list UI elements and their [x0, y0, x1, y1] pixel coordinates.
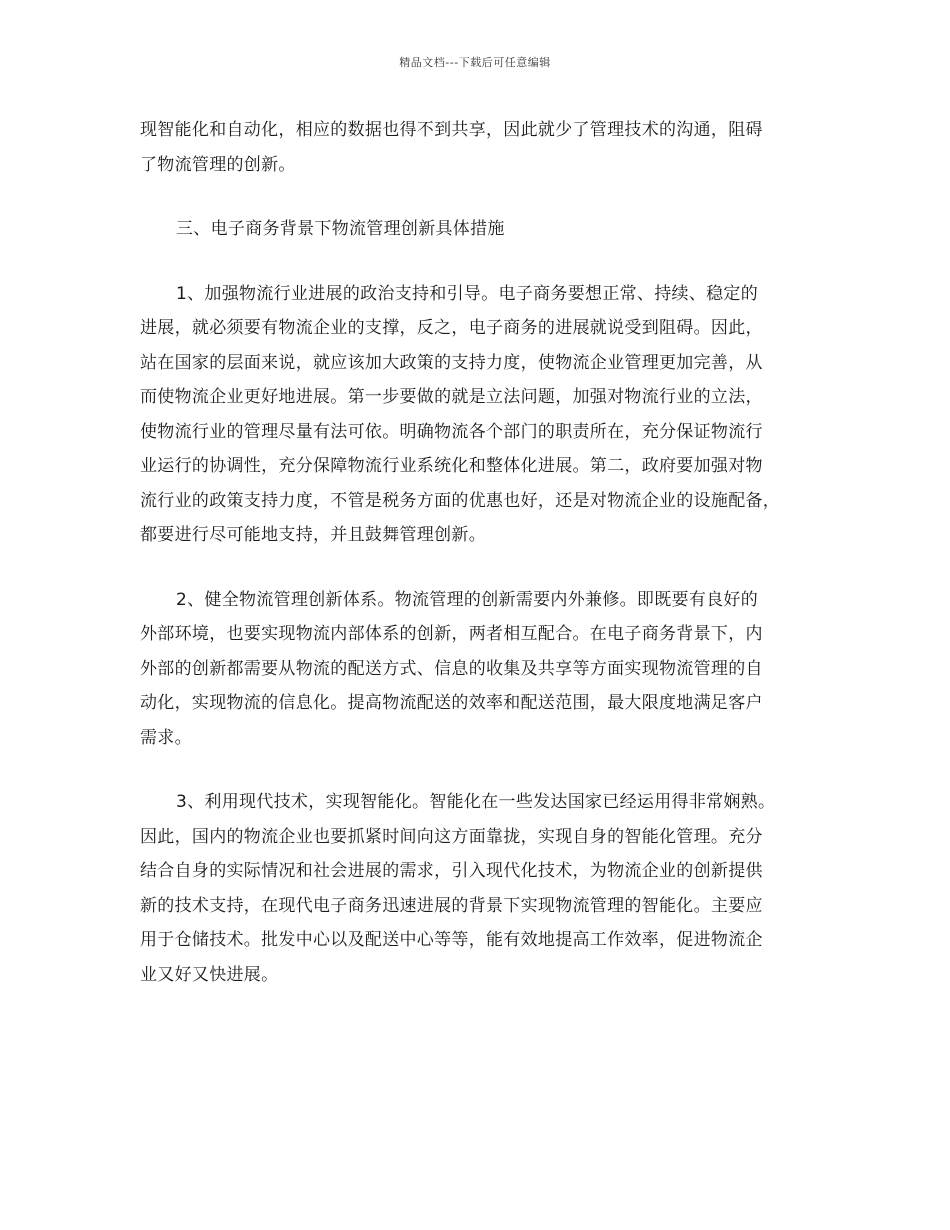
paragraph-continuation	[140, 113, 820, 182]
paragraph-measure-1	[140, 277, 820, 553]
section-heading	[140, 212, 820, 247]
text-line: 新的技术支持，在现代电子商务迅速进展的背景下实现物流管理的智能化。主要应	[140, 895, 763, 916]
text-line: 进展，就必须要有物流企业的支撑，反之，电子商务的进展就说受到阻碍。因此，	[140, 318, 763, 338]
text-line: 外部的创新都需要从物流的配送方式、信息的收集及共享等方面实现物流管理的自	[140, 658, 763, 679]
text-line: 现智能化和自动化，相应的数据也得不到共享，因此就少了管理技术的沟通，阻碍	[140, 120, 763, 140]
text-line: 1、加强物流行业进展的政治支持和引导。电子商务要想正常、持续、稳定的	[176, 283, 759, 304]
text-line: 流行业的政策支持力度，不管是税务方面的优惠也好，还是对物流企业的设施配备，	[140, 490, 781, 511]
text-line: 站在国家的层面来说，就应该加大政策的支持力度，使物流企业管理更加完善，从	[140, 352, 763, 373]
text-line: 外部环境，也要实现物流内部体系的创新，两者相互配合。在电子商务背景下，内	[140, 624, 763, 644]
paragraph-measure-3	[140, 785, 820, 992]
text-line: 业运行的协调性，充分保障物流行业系统化和整体化进展。第二，政府要加强对物	[140, 456, 763, 476]
text-line: 使物流行业的管理尽量有法可依。明确物流各个部门的职责所在，充分保证物流行	[140, 421, 763, 442]
text-line: 2、健全物流管理创新体系。物流管理的创新需要内外兼修。即既要有良好的	[176, 589, 759, 610]
text-line: 需求。	[140, 727, 192, 748]
text-line: 都要进行尽可能地支持，并且鼓舞管理创新。	[140, 525, 486, 545]
text-line: 了物流管理的创新。	[140, 154, 296, 175]
paragraph-measure-2	[140, 583, 820, 756]
document-body	[140, 113, 820, 1022]
page-header: 精品文档---下载后可任意编辑	[399, 56, 551, 69]
text-line: 动化，实现物流的信息化。提高物流配送的效率和配送范围，最大限度地满足客户	[140, 693, 763, 713]
text-line: 而使物流企业更好地进展。第一步要做的就是立法问题，加强对物流行业的立法，	[140, 387, 763, 407]
text-line: 结合自身的实际情况和社会进展的需求，引入现代化技术，为物流企业的创新提供	[140, 861, 763, 881]
text-line: 3、利用现代技术，实现智能化。智能化在一些发达国家已经运用得非常娴熟。	[176, 792, 776, 812]
text-line: 因此，国内的物流企业也要抓紧时间向这方面靠拢，实现自身的智能化管理。充分	[140, 826, 763, 847]
heading-text: 三、电子商务背景下物流管理创新具体措施	[176, 219, 505, 239]
text-line: 业又好又快进展。	[140, 964, 279, 985]
text-line: 用于仓储技术。批发中心以及配送中心等等，能有效地提高工作效率，促进物流企	[140, 930, 763, 950]
